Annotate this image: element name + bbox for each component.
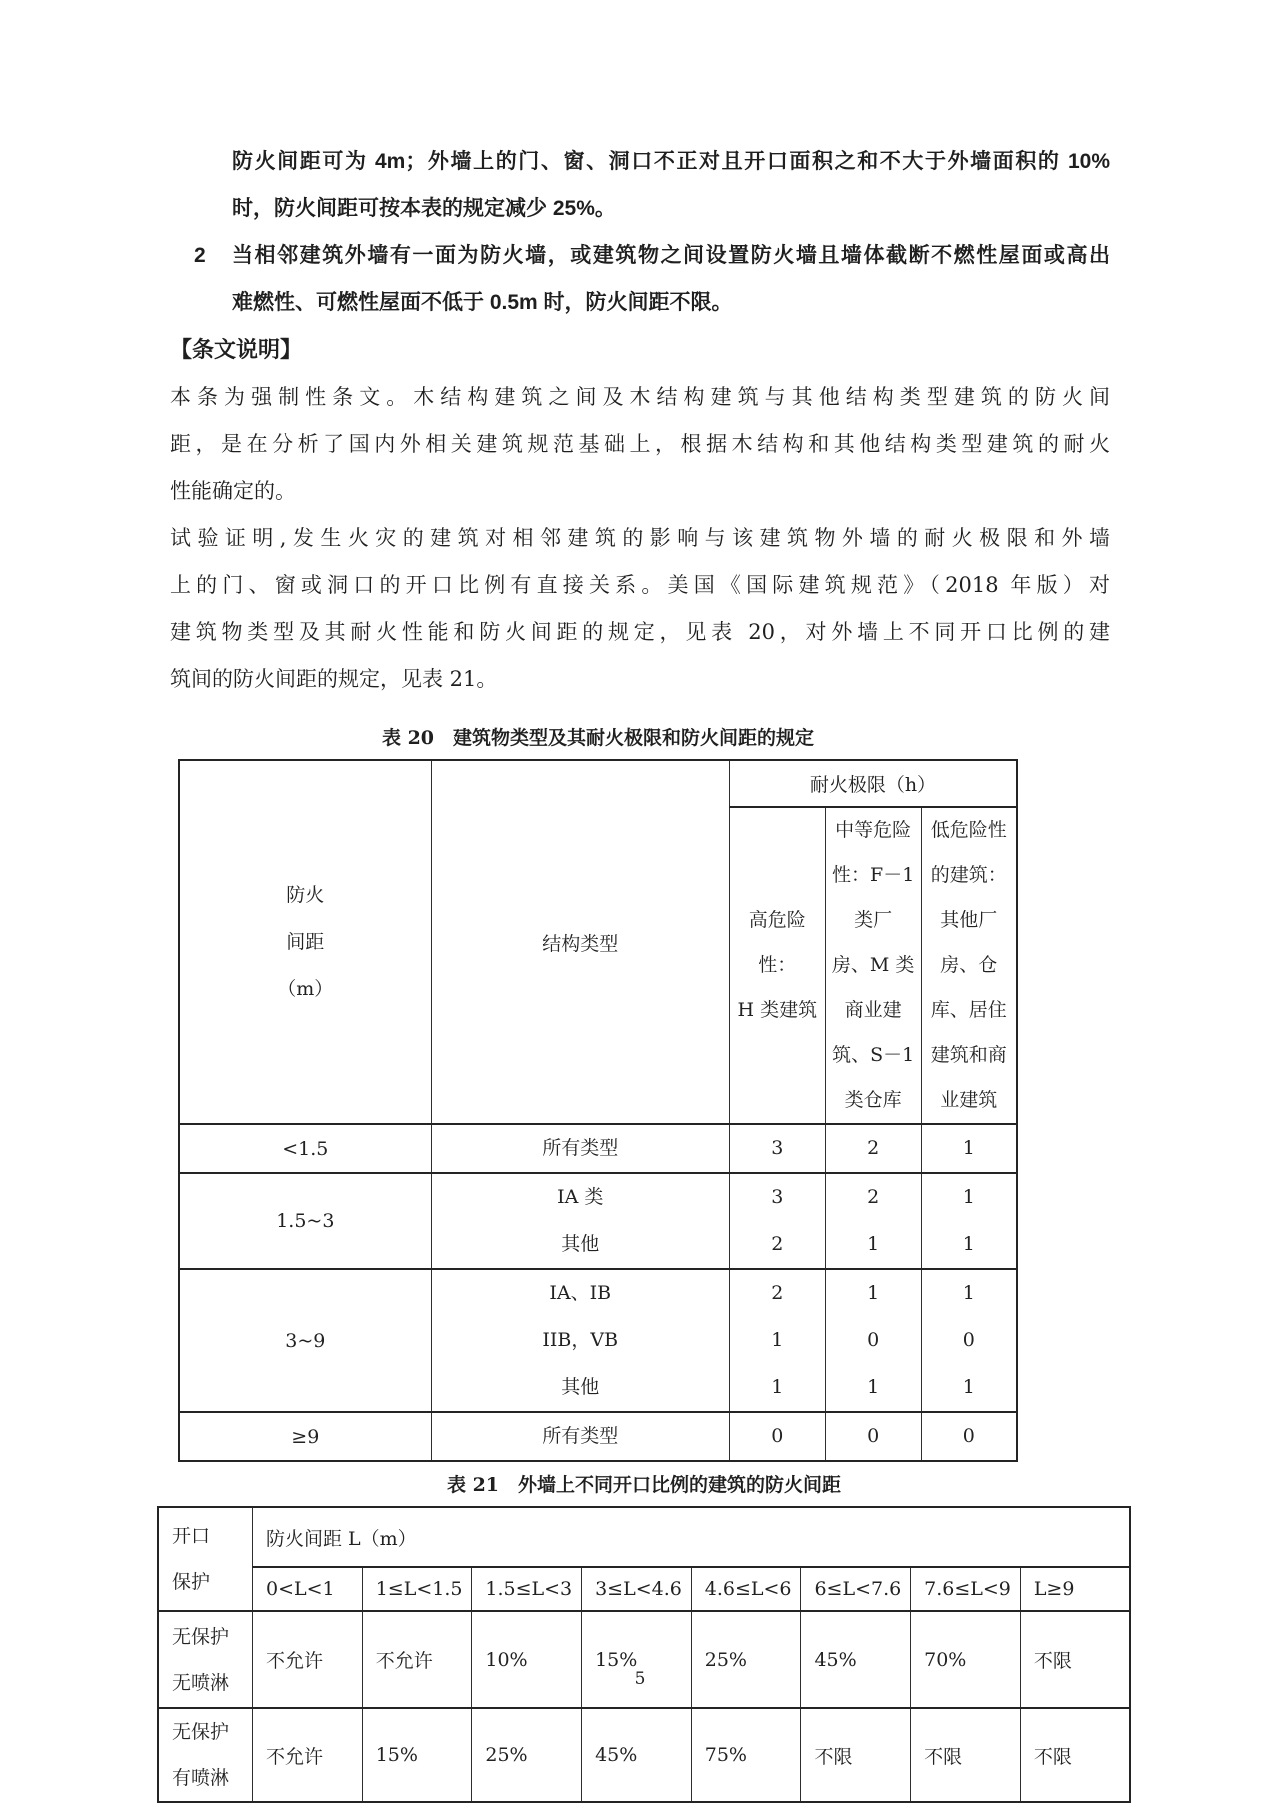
commentary-heading: 【条文说明】 xyxy=(170,337,303,362)
cell-high: 3 2 xyxy=(729,1173,825,1269)
cell-high: 3 xyxy=(729,1124,825,1173)
table21-range: 1≤L<1.5 xyxy=(362,1567,472,1611)
cell-value: 45% xyxy=(582,1708,692,1802)
cell-low: 1 0 1 xyxy=(921,1269,1017,1412)
cell-value: 不允许 xyxy=(253,1611,363,1708)
cell-value: 不限 xyxy=(911,1708,1021,1802)
table21-range: 0<L<1 xyxy=(253,1567,363,1611)
cell-value: 不限 xyxy=(1020,1708,1130,1802)
table21-range: 6≤L<7.6 xyxy=(801,1567,911,1611)
cell-distance: 1.5~3 xyxy=(179,1173,431,1269)
cell-value: 不允许 xyxy=(362,1611,472,1708)
table20-header-high-risk: 高危险性： H 类建筑 xyxy=(729,807,825,1124)
table20-caption: 表 20 建筑物类型及其耐火极限和防火间距的规定 xyxy=(381,727,815,749)
cell-medium: 0 xyxy=(825,1412,921,1461)
table20-header-low-risk: 低危险性的建筑：其他厂 房、仓库、居住建筑和商 业建筑 xyxy=(921,807,1017,1124)
table21-range: 1.5≤L<3 xyxy=(472,1567,582,1611)
page-number: 5 xyxy=(634,1669,646,1689)
clause-item2 xyxy=(170,232,1110,326)
table21 xyxy=(157,1506,1131,1803)
cell-low: 0 xyxy=(921,1412,1017,1461)
cell-distance: 3~9 xyxy=(179,1269,431,1412)
table20-header-medium-risk: 中等危险性：F－1 类厂 房、M 类商业建筑、S－1 类仓库 xyxy=(825,807,921,1124)
cell-low: 1 1 xyxy=(921,1173,1017,1269)
commentary-paragraph-2: 试验证明,发生火灾的建筑对相邻建筑的影响与该建筑物外墙的耐火极限和外墙 上的门、窗或洞口的开口比例有直接关系。美国《国际建筑规范》（2018 年版）对 建筑物类型及其耐火性能和防火间距的规定，见表 20，对外墙上不同开口比例的建 筑间的防火间距的规定，见表 21。 xyxy=(170,526,1110,691)
commentary-paragraph-1: 本条为强制性条文。木结构建筑之间及木结构建筑与其他结构类型建筑的防火间 距，是在分析了国内外相关建筑规范基础上，根据木结构和其他结构类型建筑的耐火 性能确定的。 xyxy=(170,385,1110,503)
table20-header-row-1 xyxy=(179,760,1017,807)
table21-header-opening: 开口 保护 xyxy=(158,1507,253,1611)
cell-row-label: 无保护 有喷淋 xyxy=(158,1708,253,1802)
cell-value: 不限 xyxy=(1020,1611,1130,1708)
cell-distance: ≥9 xyxy=(179,1412,431,1461)
table20 xyxy=(178,759,1018,1462)
table20-header-distance: 防火 间距 （m） xyxy=(179,760,431,1124)
table20-header-fire-resistance: 耐火极限（h） xyxy=(729,760,1017,807)
cell-value: 45% xyxy=(801,1611,911,1708)
table20-row-3to9 xyxy=(179,1269,1017,1412)
table21-range: 7.6≤L<9 xyxy=(911,1567,1021,1611)
table21-header-row-2 xyxy=(158,1567,1130,1611)
table20-row-gte9 xyxy=(179,1412,1017,1461)
cell-value: 10% xyxy=(472,1611,582,1708)
cell-medium: 2 xyxy=(825,1124,921,1173)
cell-distance: <1.5 xyxy=(179,1124,431,1173)
table21-row-no-sprinkler xyxy=(158,1611,1130,1708)
cell-high: 0 xyxy=(729,1412,825,1461)
table21-caption: 表 21 外墙上不同开口比例的建筑的防火间距 xyxy=(446,1474,842,1496)
clause-item2-number: 2 xyxy=(194,244,206,267)
cell-medium: 2 1 xyxy=(825,1173,921,1269)
cell-value: 25% xyxy=(472,1708,582,1802)
cell-medium: 1 0 1 xyxy=(825,1269,921,1412)
cell-value: 15% xyxy=(362,1708,472,1802)
clause-item2-text: 当相邻建筑外墙有一面为防火墙，或建筑物之间设置防火墙且墙体截断不燃性屋面或高出 难燃性、可燃性屋面不低于 0.5m 时，防火间距不限。 xyxy=(232,244,1110,314)
cell-row-label: 无保护 无喷淋 xyxy=(158,1611,253,1708)
table20-row-1.5to3 xyxy=(179,1173,1017,1269)
page-content xyxy=(170,138,1110,1803)
table20-header-structure: 结构类型 xyxy=(431,760,729,1124)
table21-range: 4.6≤L<6 xyxy=(691,1567,801,1611)
cell-value: 不限 xyxy=(801,1708,911,1802)
cell-structure: 所有类型 xyxy=(431,1412,729,1461)
cell-value: 75% xyxy=(691,1708,801,1802)
cell-structure: IA、IB IIB，VB 其他 xyxy=(431,1269,729,1412)
cell-structure: IA 类 其他 xyxy=(431,1173,729,1269)
table21-row-with-sprinkler xyxy=(158,1708,1130,1802)
cell-value: 25% xyxy=(691,1611,801,1708)
table21-header-distance-span: 防火间距 L（m） xyxy=(253,1507,1131,1567)
table20-row-lt1.5 xyxy=(179,1124,1017,1173)
table21-range: L≥9 xyxy=(1020,1567,1130,1611)
cell-value: 15% xyxy=(582,1611,692,1708)
clause-item1-continuation: 防火间距可为 4m；外墙上的门、窗、洞口不正对且开口面积之和不大于外墙面积的 10% 时，防火间距可按本表的规定减少 25%。 xyxy=(232,150,1110,220)
cell-structure: 所有类型 xyxy=(431,1124,729,1173)
table21-range: 3≤L<4.6 xyxy=(582,1567,692,1611)
cell-value: 不允许 xyxy=(253,1708,363,1802)
cell-value: 70% xyxy=(911,1611,1021,1708)
cell-high: 2 1 1 xyxy=(729,1269,825,1412)
table21-header-row-1 xyxy=(158,1507,1130,1567)
cell-low: 1 xyxy=(921,1124,1017,1173)
